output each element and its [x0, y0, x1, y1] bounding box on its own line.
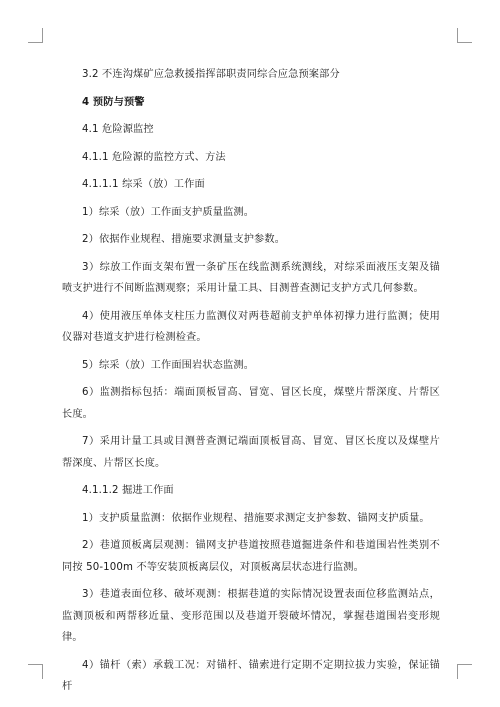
- section-heading-4-1: 4.1 危险源监控: [82, 124, 154, 135]
- section-heading-4: 4 预防与预警: [82, 96, 145, 108]
- paragraph-item: 5）综采（放）工作面围岩状态监测。: [82, 359, 255, 371]
- paragraph-item: 3）综放工作面支架布置一条矿压在线监测系统测线，对综采面液压支架及锚喷支护进行不间断监测观察；采用计量工具、目测普查测记支护方式几何参数。: [62, 261, 440, 294]
- paragraph-item: 4）使用液压单体支柱压力监测仪对两巷超前支护单体初撑力进行监测；使用仪器对巷道支护进行检测检查。: [62, 310, 440, 343]
- paragraph-item: 7）采用计量工具或目测普查测记端面顶板冒高、冒宽、冒区长度以及煤壁片帮深度、片帮区长度。: [62, 436, 440, 469]
- crop-mark-top-right: [457, 28, 472, 43]
- section-heading-4-1-1: 4.1.1 危险源的监控方式、方法: [82, 151, 226, 163]
- crop-mark-bottom-right: [457, 664, 472, 679]
- crop-mark-top-left: [28, 28, 43, 43]
- section-heading-3-2: 3.2 不连沟煤矿应急救援指挥部职责同综合应急预案部分: [82, 69, 340, 80]
- paragraph-item: 1）支护质量监测：依据作业规程、措施要求测定支护参数、锚网支护质量。: [82, 512, 430, 524]
- paragraph-item: 2）依据作业规程、措施要求测量支护参数。: [82, 234, 286, 245]
- paragraph-item: 2）巷道顶板离层观测：锚网支护巷道按照巷道掘进条件和巷道围岩性类别不同按 50-100m 不等安装顶板离层仪，对顶板离层状态进行监测。: [62, 540, 440, 573]
- paragraph-item: 1）综采（放）工作面支护质量监测。: [82, 206, 255, 218]
- document-body: [62, 64, 440, 704]
- section-heading-4-1-1-2: 4.1.1.2 掘进工作面: [82, 485, 174, 496]
- paragraph-item: 6）监测指标包括：端面顶板冒高、冒宽、冒区长度，煤壁片帮深度、片帮区长度。: [62, 387, 440, 420]
- paragraph-item: 3）巷道表面位移、破坏观测：根据巷道的实际情况设置表面位移监测站点，监测顶板和两帮移近量、变形范围以及巷道开裂破坏情况，掌握巷道围岩变形规律。: [62, 589, 440, 643]
- crop-mark-bottom-left: [28, 664, 43, 679]
- section-heading-4-1-1-1: 4.1.1.1 综采（放）工作面: [82, 179, 205, 190]
- paragraph-item: 4）锚杆（索）承载工况：对锚杆、锚索进行定期不定期拉拔力实验，保证锚杆: [62, 659, 440, 692]
